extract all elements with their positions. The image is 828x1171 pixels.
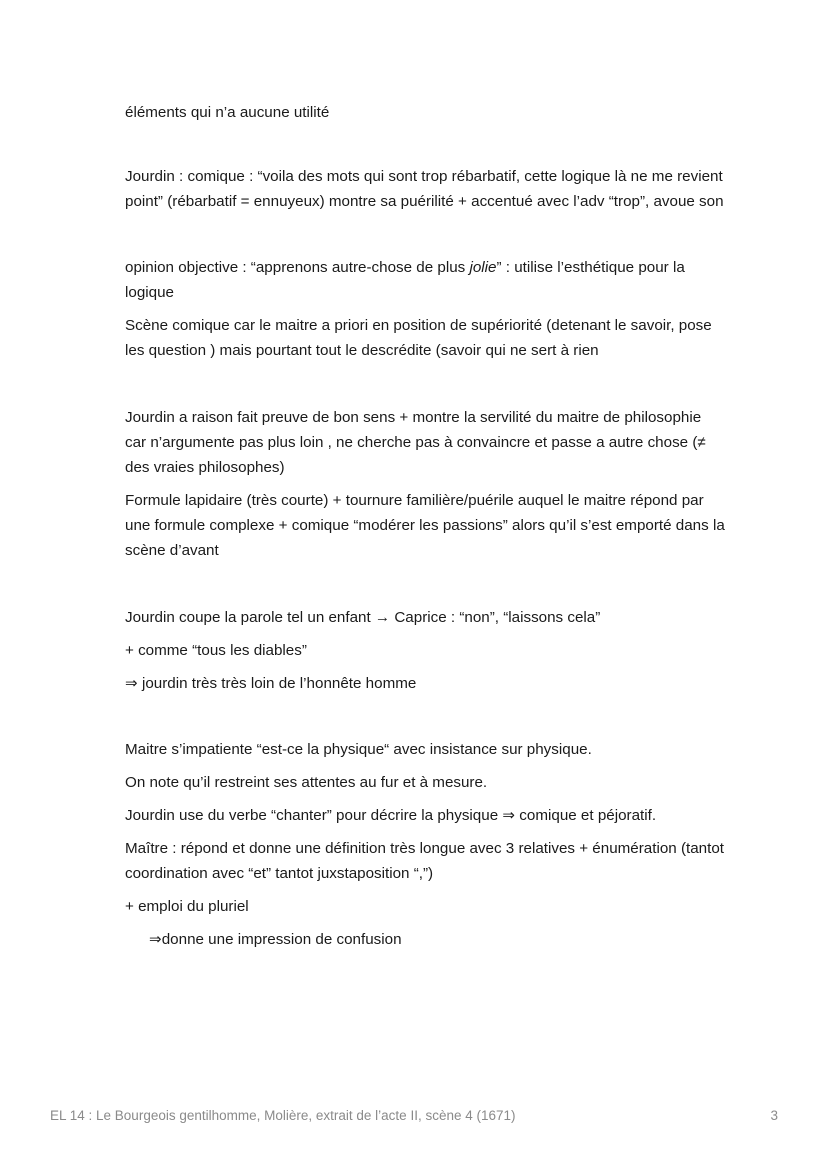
paragraph: éléments qui n’a aucune utilité	[125, 104, 330, 121]
paragraph: Scène comique car le maitre a priori en position de supériorité (detenant le savoir, pose les question ) mais pourtant tout le descrédite (savoir qui ne sert à rien	[125, 317, 712, 359]
paragraph: + comme “tous les diables”	[125, 642, 307, 659]
page-content	[125, 100, 725, 952]
paragraph: On note qu’il restreint ses attentes au fur et à mesure.	[125, 774, 488, 791]
paragraph: Jourdin coupe la parole tel un enfant → Caprice : “non”, “laissons cela”	[125, 609, 601, 626]
italic-word: jolie	[469, 259, 497, 276]
paragraph: Jourdin use du verbe “chanter” pour décrire la physique ⇒ comique et péjoratif.	[125, 807, 657, 824]
footer-title: EL 14 : Le Bourgeois gentilhomme, Molière, extrait de l’acte II, scène 4 (1671)	[50, 1108, 516, 1123]
paragraph: ⇒ jourdin très très loin de l’honnête homme	[125, 675, 417, 692]
paragraph	[125, 255, 725, 305]
paragraph-text: ” : utilise l’esthétique pour la logique	[125, 259, 685, 301]
paragraph-text: opinion objective : “apprenons autre-chose de plus	[125, 259, 470, 276]
paragraph: Jourdin : comique : “voila des mots qui sont trop rébarbatif, cette logique là ne me revient point” (rébarbatif = ennuyeux) montre sa puérilité + accentué avec l’adv “trop”, avoue son	[125, 168, 724, 210]
page-number: 3	[770, 1108, 778, 1123]
paragraph: Jourdin a raison fait preuve de bon sens + montre la servilité du maitre de philosophie car n’argumente pas plus loin , ne cherche pas à convaincre et passe a autre chose (≠ des vraies philosophes)	[125, 409, 706, 476]
page-footer	[50, 1108, 778, 1123]
paragraph: Formule lapidaire (très courte) + tournure familière/puérile auquel le maitre répond par une formule complexe + comique “modérer les passions” alors qu’il s’est emporté dans la scène d’avant	[125, 492, 725, 559]
paragraph: Maître : répond et donne une définition très longue avec 3 relatives + énumération (tantot coordination avec “et” tantot juxstaposition “,”)	[125, 840, 725, 882]
paragraph: + emploi du pluriel	[125, 898, 249, 915]
paragraph: ⇒donne une impression de confusion	[149, 931, 402, 948]
paragraph: Maitre s’impatiente “est-ce la physique“ avec insistance sur physique.	[125, 741, 592, 758]
